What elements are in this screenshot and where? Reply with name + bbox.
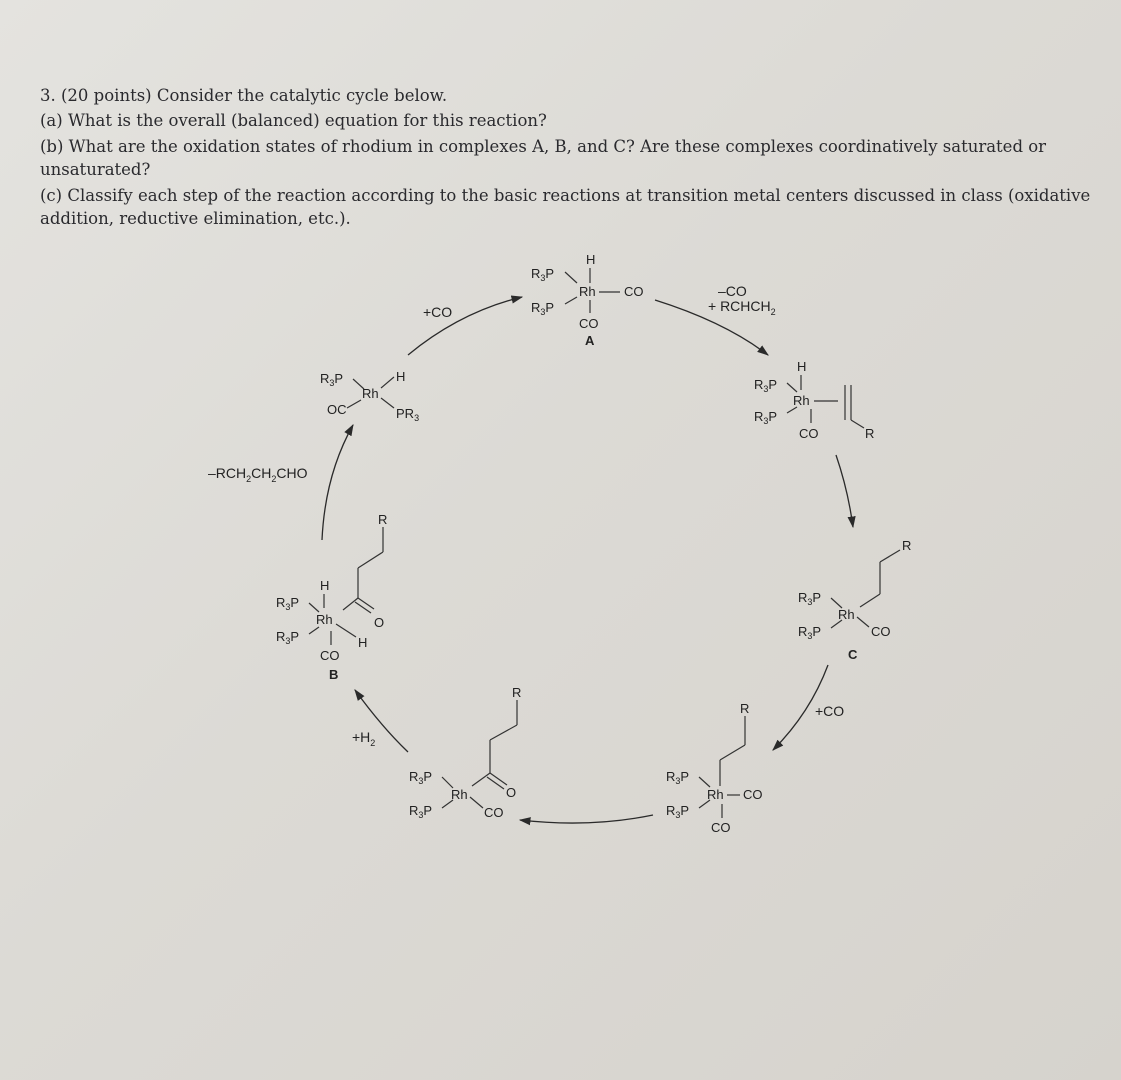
alkyl-rh: Rh [707,787,724,802]
acyl-rh: Rh [451,787,468,802]
acyl-r3p-bottom: $R_3P$ [409,803,433,820]
alk-r3p-top: $R_3P$ [754,377,778,394]
B-r3p-top: $R_3P$ [276,595,300,612]
question-part-c: (c) Classify each step of the reaction according to the basic reactions at transition metal centers discussed in class (oxidative addition, reductive elimination, etc.). [40,185,1091,229]
hyd-h: H [396,369,406,384]
B-h-right: H [358,635,368,650]
hydride-complex [320,369,419,423]
question-part-b: (b) What are the oxidation states of rhodium in complexes A, B, and C? Are these complexes coordinatively saturated or unsaturated? [40,136,1047,180]
C-rh: Rh [838,607,855,622]
label-plus-h2: $+H_2$ [352,729,376,748]
acyl-rh-complex [409,685,521,820]
alkyl-r3p-top: $R_3P$ [666,769,690,786]
complex-A [531,252,644,348]
arrow-alkene-to-C [836,455,853,527]
hyd-rh: Rh [362,386,379,401]
C-r3p-bottom: $R_3P$ [798,624,822,641]
acyl-r: R [512,685,522,700]
hyd-oc: OC [327,402,347,417]
alkyl-co-bottom: CO [711,820,731,835]
complex-B [276,512,387,682]
A-co-bottom: CO [579,316,599,331]
alkene-complex [754,359,874,441]
alk-co: CO [799,426,819,441]
label-plus-alkene: + $RCHCH_2$ [708,298,776,317]
hyd-r3p: $R_3P$ [320,371,344,388]
question-intro: 3. (20 points) Consider the catalytic cycle below. [40,86,448,105]
acyl-r3p-top: $R_3P$ [409,769,433,786]
C-r3p-top: $R_3P$ [798,590,822,607]
complex-C [798,538,911,662]
alkyl-r: R [740,701,750,716]
hyd-pr3: $PR_3$ [396,406,420,423]
B-o: O [374,615,385,630]
B-rh: Rh [316,612,333,627]
label-plus-co-top: +CO [423,304,453,320]
label-complex-A: A [585,333,595,348]
alk-rh: Rh [793,393,810,408]
alk-r: R [865,426,875,441]
A-r3p-bottom: $R_3P$ [531,300,555,317]
A-h: H [586,252,596,267]
label-minus-co: –CO [718,283,747,299]
label-minus-aldehyde: $-RCH_2CH_2CHO$ [208,465,308,484]
A-r3p-top: $R_3P$ [531,266,555,283]
label-complex-C: C [848,647,858,662]
alk-r3p-bottom: $R_3P$ [754,409,778,426]
label-complex-B: B [329,667,339,682]
acyl-co: CO [484,805,504,820]
alk-h: H [797,359,807,374]
arrow-acyl-migration [520,815,653,823]
C-r: R [902,538,912,553]
B-co: CO [320,648,340,663]
C-co: CO [871,624,891,639]
label-plus-co-right: +CO [815,703,845,719]
A-co-right: CO [624,284,644,299]
alkyl-r3p-bottom: $R_3P$ [666,803,690,820]
alkyl-co-right: CO [743,787,763,802]
acyl-o: O [506,785,517,800]
A-rh: Rh [579,284,596,299]
arrow-B-to-hydride [322,425,353,540]
question-part-a: (a) What is the overall (balanced) equation for this reaction? [40,111,547,131]
B-r3p-bottom: $R_3P$ [276,629,300,646]
B-h-top: H [320,578,330,593]
alkyl-rh-dicarbonyl [666,701,763,835]
B-r: R [378,512,388,527]
